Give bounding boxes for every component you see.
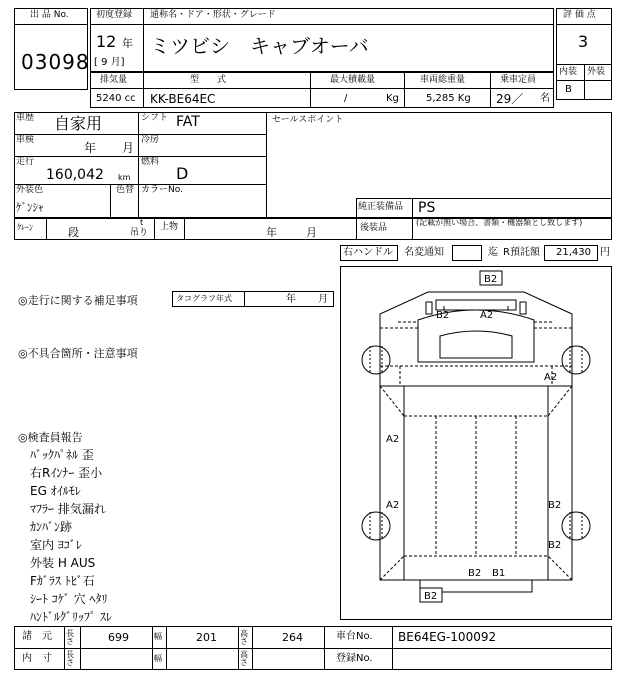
- inspector-item: ﾏﾌﾗｰ 排気漏れ: [30, 502, 106, 516]
- aftermarket-note: (記載が無い場合、書類・機器類とし致します): [416, 218, 583, 227]
- upper-year: 年: [266, 226, 277, 239]
- displacement-label: 排気量: [100, 75, 128, 85]
- lot-number: 03098: [21, 50, 90, 74]
- model-name-label: 通称名・ドア・形状・グレード: [150, 10, 276, 20]
- driving-notes-label: ◎走行に関する補足事項: [18, 294, 138, 307]
- grade-label: 評 価 点: [563, 10, 596, 20]
- max-load-label: 最大積載量: [330, 75, 376, 85]
- width-value: 201: [196, 631, 217, 644]
- inspector-item: ﾊﾝﾄﾞﾙｸﾞﾘｯﾌﾟ ｽﾚ: [30, 610, 112, 624]
- color-value: ｹﾞﾝｼｬ: [16, 201, 44, 214]
- name-change-box: [452, 245, 482, 261]
- recycle-value: 21,430: [556, 247, 591, 258]
- color-label: 外装色: [16, 185, 44, 195]
- history-box: [14, 112, 612, 218]
- inspection-month: 月: [122, 141, 135, 155]
- capacity-label: 乗車定員: [500, 75, 537, 85]
- capacity-value: 29／: [496, 92, 524, 106]
- recycle-unit: 円: [600, 247, 610, 258]
- inner-length-label: 長さ: [66, 650, 74, 667]
- usage-value: 自家用: [54, 114, 103, 133]
- mileage-label: 走行: [16, 157, 35, 167]
- inspector-item: 外装 H AUS: [30, 556, 96, 570]
- interior-label: 内装: [559, 67, 578, 77]
- mark-right-front-wheel: A2: [544, 372, 558, 383]
- sales-point-label: セールスポイント: [272, 115, 344, 125]
- defects-label: ◎不具合箇所・注意事項: [18, 347, 138, 360]
- tacho-label: タコグラフ年式: [176, 294, 232, 303]
- first-reg-year: 12: [96, 32, 117, 51]
- chassis-value: BE64EG-100092: [398, 630, 497, 644]
- mark-front-bumper: B2: [484, 274, 498, 285]
- mark-left-upper: A2: [386, 434, 400, 445]
- color-code-label: カラーNo.: [141, 185, 183, 195]
- mileage-value: 160,042: [46, 167, 104, 183]
- inspector-item: ｼｰﾄ ｺｹﾞ 穴 ﾍﾀﾘ: [30, 592, 108, 606]
- mileage-unit: km: [118, 173, 131, 182]
- lot-box: [14, 8, 88, 90]
- inspection-year: 年: [84, 141, 97, 155]
- first-reg-month: [ 9 月]: [94, 57, 125, 68]
- upper-month: 月: [306, 226, 317, 239]
- model-name: ミツビシ キャブオーバ: [150, 34, 369, 58]
- height-value: 264: [282, 631, 303, 644]
- max-load-value: /: [344, 93, 348, 104]
- grade-value: 3: [578, 32, 589, 51]
- interior-grade: B: [565, 84, 572, 95]
- inspector-list: [30, 446, 112, 626]
- mark-front-right: A2: [480, 310, 494, 321]
- lot-label: 出 品 No.: [30, 10, 69, 20]
- inspector-item: EG ｵｲﾙﾓﾚ: [30, 484, 81, 498]
- displacement-value: 5240 cc: [96, 93, 136, 104]
- rhd-label: 右ハンドル: [343, 247, 393, 258]
- inspection-label: 車検: [16, 135, 35, 145]
- mark-rear-left: B2: [468, 568, 482, 579]
- model-code-label: 型 式: [190, 75, 227, 85]
- reg-label: 登録No.: [336, 653, 373, 664]
- tacho-month: 月: [318, 294, 328, 305]
- inner-label: 内 寸: [22, 653, 52, 664]
- inspector-item: Fｶﾞﾗｽ ﾄﾋﾞ石: [30, 574, 95, 588]
- fuel-label: 燃料: [141, 157, 160, 167]
- ac-label: 冷房: [141, 135, 160, 145]
- length-value: 699: [108, 631, 129, 644]
- inner-height-label: 高さ: [240, 650, 248, 667]
- mark-right-lower: B2: [548, 500, 562, 511]
- crane-label: ｸﾚｰﾝ: [17, 223, 33, 232]
- crane-tier: 段: [68, 226, 79, 239]
- upper-label: 上物: [160, 222, 179, 232]
- inspector-label: ◎検査員報告: [18, 431, 83, 444]
- mark-right-rear: B2: [548, 540, 562, 551]
- gross-weight-value: 5,285 Kg: [426, 93, 471, 104]
- genuine-value: PS: [418, 200, 436, 216]
- capacity-unit: 名: [540, 93, 550, 104]
- inspector-item: 右Rｲﾝﾅｰ 歪小: [30, 466, 103, 480]
- height-label: 高さ: [240, 629, 248, 646]
- inspector-item: ｶﾝﾊﾞﾝ跡: [30, 520, 73, 534]
- mark-rear-right: B1: [492, 568, 506, 579]
- inspector-item: ﾊﾞｯｸﾊﾟﾈﾙ 歪: [30, 448, 94, 462]
- deadline-label: 迄: [488, 247, 498, 258]
- width-label: 幅: [154, 632, 162, 641]
- crane-hang: 吊り: [130, 228, 149, 238]
- fuel-value: D: [176, 164, 189, 183]
- name-change-label: 名変通知: [404, 247, 444, 258]
- first-reg-label: 初度登録: [96, 10, 133, 20]
- vehicle-diagram: [340, 266, 612, 620]
- year-unit: 年: [122, 37, 133, 50]
- inner-width-label: 幅: [154, 654, 162, 663]
- genuine-label: 純正装備品: [358, 202, 404, 212]
- gross-weight-label: 車両総重量: [420, 75, 466, 85]
- usage-label: 車歴: [16, 113, 35, 123]
- length-label: 長さ: [66, 629, 74, 646]
- mark-front-left: B2: [436, 310, 450, 321]
- recycle-label: R預託額: [503, 247, 540, 258]
- aftermarket-label: 後装品: [360, 223, 388, 233]
- color-no-label: 色替: [116, 185, 135, 195]
- mark-left-lower: A2: [386, 500, 400, 511]
- exterior-label: 外装: [587, 67, 606, 77]
- crane-ton: t: [140, 218, 144, 227]
- inspector-item: 室内 ﾖｺﾞﾚ: [30, 538, 82, 552]
- mark-rear-bumper: B2: [424, 591, 438, 602]
- tacho-year: 年: [286, 294, 296, 305]
- shift-label: シフト: [141, 113, 169, 123]
- dims-label: 諸 元: [22, 631, 52, 642]
- chassis-label: 車台No.: [336, 631, 373, 642]
- max-load-unit: Kg: [386, 93, 399, 104]
- model-code-value: KK-BE64EC: [150, 92, 216, 106]
- shift-value: FAT: [176, 114, 200, 130]
